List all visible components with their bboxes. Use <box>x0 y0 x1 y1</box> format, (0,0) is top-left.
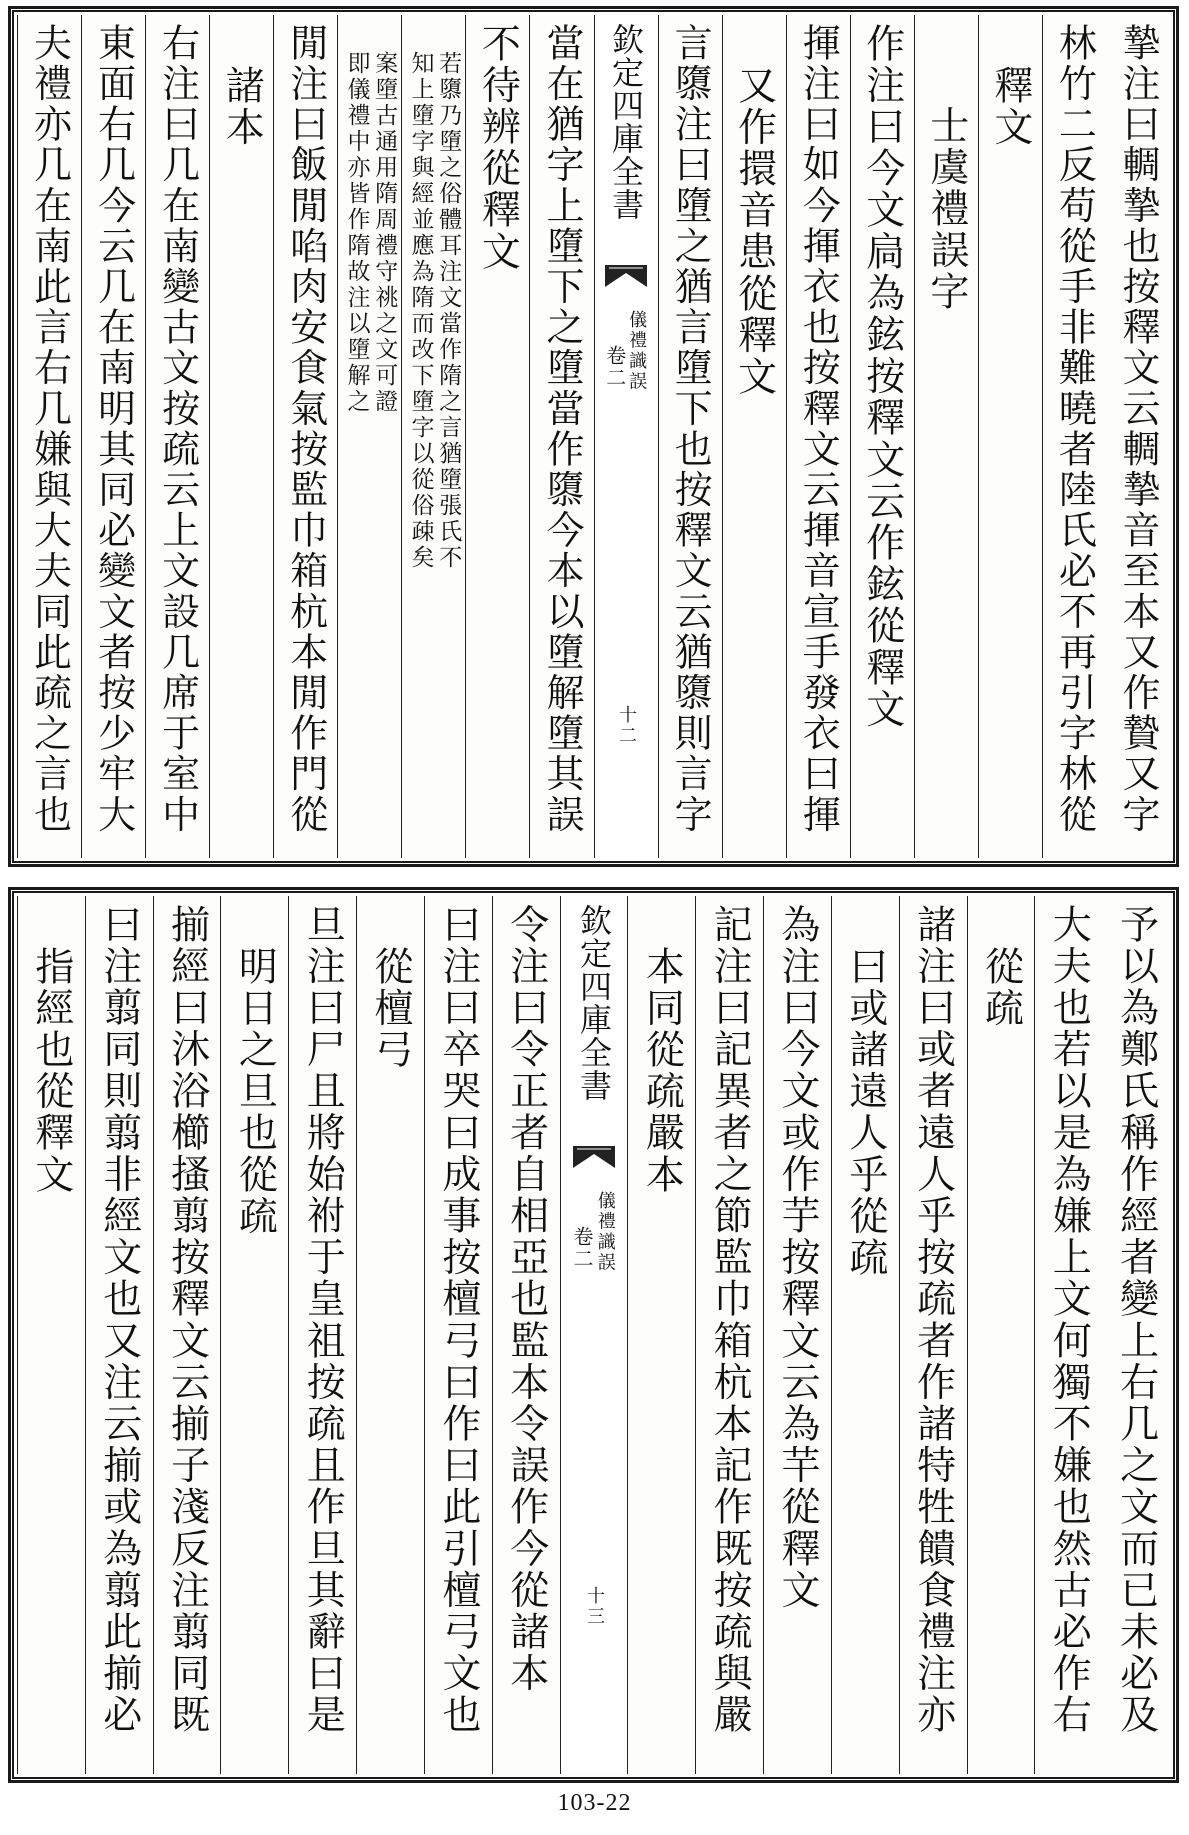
text-column <box>722 15 786 858</box>
text-column <box>899 896 967 1774</box>
text-column <box>273 15 337 858</box>
column-text: 予以為鄭氏稱作經者變上右几之文而已未必及 <box>1113 904 1159 1736</box>
text-column <box>209 15 273 858</box>
fishtail-ornament-icon <box>573 1146 615 1168</box>
column-text: 士虞禮誤字 <box>923 105 969 313</box>
text-column <box>85 896 153 1774</box>
book-title: 欽定四庫全書 <box>607 23 646 221</box>
top-columns <box>17 15 1170 858</box>
text-column <box>356 896 424 1774</box>
column-text: 大夫也若以是為嫌上文何獨不嫌也然古必作右 <box>1046 904 1092 1736</box>
column-text: 諸本 <box>219 65 265 149</box>
column-text: 曰或諸遠人乎從疏 <box>842 946 888 1279</box>
page-number: 103-22 <box>557 1790 632 1816</box>
folio-number: 十三 <box>584 1586 606 1628</box>
column-text: 言隳注曰墮之猶言墮下也按釋文云猶隳則言字 <box>668 23 713 835</box>
text-column <box>1102 896 1170 1774</box>
bottom-columns <box>17 896 1170 1774</box>
text-column <box>831 896 899 1774</box>
column-text: 明日之旦也從疏 <box>232 946 278 1238</box>
annotation-column <box>337 15 401 858</box>
column-text: 揮注曰如今揮衣也按釋文云揮音宣手發衣曰揮 <box>796 23 841 835</box>
column-text: 本同從疏嚴本 <box>639 946 685 1196</box>
column-text: 林竹二反苟從手非難曉者陸氏必不再引字林從 <box>1052 23 1097 835</box>
small-note-line: 知上墮字與經並應為隋而改下墮字以從俗疎矣 <box>407 51 434 571</box>
column-text: 旦注曰尸且將始祔于皇祖按疏且作旦其辭曰是 <box>300 904 346 1736</box>
column-text: 不待辨從釋文 <box>475 23 521 273</box>
column-text: 從檀弓 <box>368 946 414 1071</box>
text-column <box>81 15 145 858</box>
column-text: 諸注曰或者遠人乎按疏者作諸特牲饋食禮注亦 <box>910 904 956 1736</box>
folio-number: 十二 <box>616 705 638 747</box>
text-column <box>288 896 356 1774</box>
small-note <box>402 21 465 852</box>
text-column <box>786 15 850 858</box>
small-note-line: 即儀禮中亦皆作隋故注以墮解之 <box>343 51 370 415</box>
text-column <box>914 15 978 858</box>
bottom-page <box>8 887 1179 1783</box>
column-text: 從疏 <box>978 946 1024 1030</box>
book-title-column <box>594 15 658 858</box>
text-column <box>17 896 85 1774</box>
column-text: 夫禮亦几在南此言右几嫌與大夫同此疏之言也 <box>27 23 72 835</box>
book-title: 欽定四庫全書 <box>575 904 614 1102</box>
top-page <box>8 6 1179 867</box>
text-column <box>492 896 560 1774</box>
text-column <box>627 896 695 1774</box>
small-note-line: 案墮古通用隋周禮守祧之文可證 <box>371 51 398 415</box>
column-text: 釋文 <box>987 65 1033 149</box>
text-column <box>424 896 492 1774</box>
column-text: 揃經曰沐浴櫛搔翦按釋文云揃子淺反注翦同既 <box>164 904 210 1736</box>
small-note <box>338 21 401 852</box>
text-column <box>220 896 288 1774</box>
column-text: 閒注曰飯閒啗肉安食氣按監巾箱杭本閒作門從 <box>283 23 328 835</box>
column-text: 為注曰今文或作芋按釋文云為芉從釋文 <box>774 904 820 1612</box>
text-column <box>1106 15 1170 858</box>
text-column <box>967 896 1035 1774</box>
volume-label: 卷二 <box>569 1226 594 1270</box>
fishtail-ornament-icon <box>605 265 647 287</box>
column-text: 摯注曰輖摯也按釋文云輖摯音至本又作贄又字 <box>1115 23 1160 835</box>
text-column <box>529 15 593 858</box>
book-title-column <box>560 896 628 1774</box>
text-column <box>465 15 529 858</box>
text-column <box>145 15 209 858</box>
column-text: 又作擐音患從釋文 <box>731 65 777 398</box>
text-column <box>695 896 763 1774</box>
column-text: 曰注翦同則翦非經文也又注云揃或為翦此揃必 <box>96 904 142 1736</box>
column-text: 右注曰几在南變古文按疏云上文設几席于室中 <box>155 23 200 835</box>
text-column <box>763 896 831 1774</box>
text-column <box>978 15 1042 858</box>
column-text: 東面右几今云几在南明其同必變文者按少牢大 <box>91 23 136 835</box>
column-text: 曰注曰卒哭曰成事按檀弓曰作曰此引檀弓文也 <box>435 904 481 1736</box>
text-column <box>658 15 722 858</box>
column-text: 當在猶字上墮下之墮當作隳今本以墮解墮其誤 <box>539 23 584 835</box>
annotation-column <box>401 15 465 858</box>
text-column <box>1042 15 1106 858</box>
book-subtitle: 儀禮識誤 <box>594 1191 616 1274</box>
column-text: 作注曰今文扃為鉉按釋文云作鉉從釋文 <box>859 23 905 731</box>
volume-label: 卷二 <box>602 345 627 389</box>
text-column <box>850 15 914 858</box>
column-text: 記注曰記異者之節監巾箱杭本記作既按疏與嚴 <box>707 904 753 1736</box>
column-text: 指經也從釋文 <box>28 946 74 1196</box>
column-text: 令注曰令正者自相亞也監本令誤作今從諸本 <box>503 904 549 1695</box>
text-column <box>153 896 221 1774</box>
book-subtitle: 儀禮識誤 <box>626 310 648 393</box>
text-column <box>1034 896 1102 1774</box>
text-column <box>17 15 81 858</box>
small-note-line: 若隳乃墮之俗體耳注文當作隋之言猶墮張氏不 <box>435 51 462 571</box>
